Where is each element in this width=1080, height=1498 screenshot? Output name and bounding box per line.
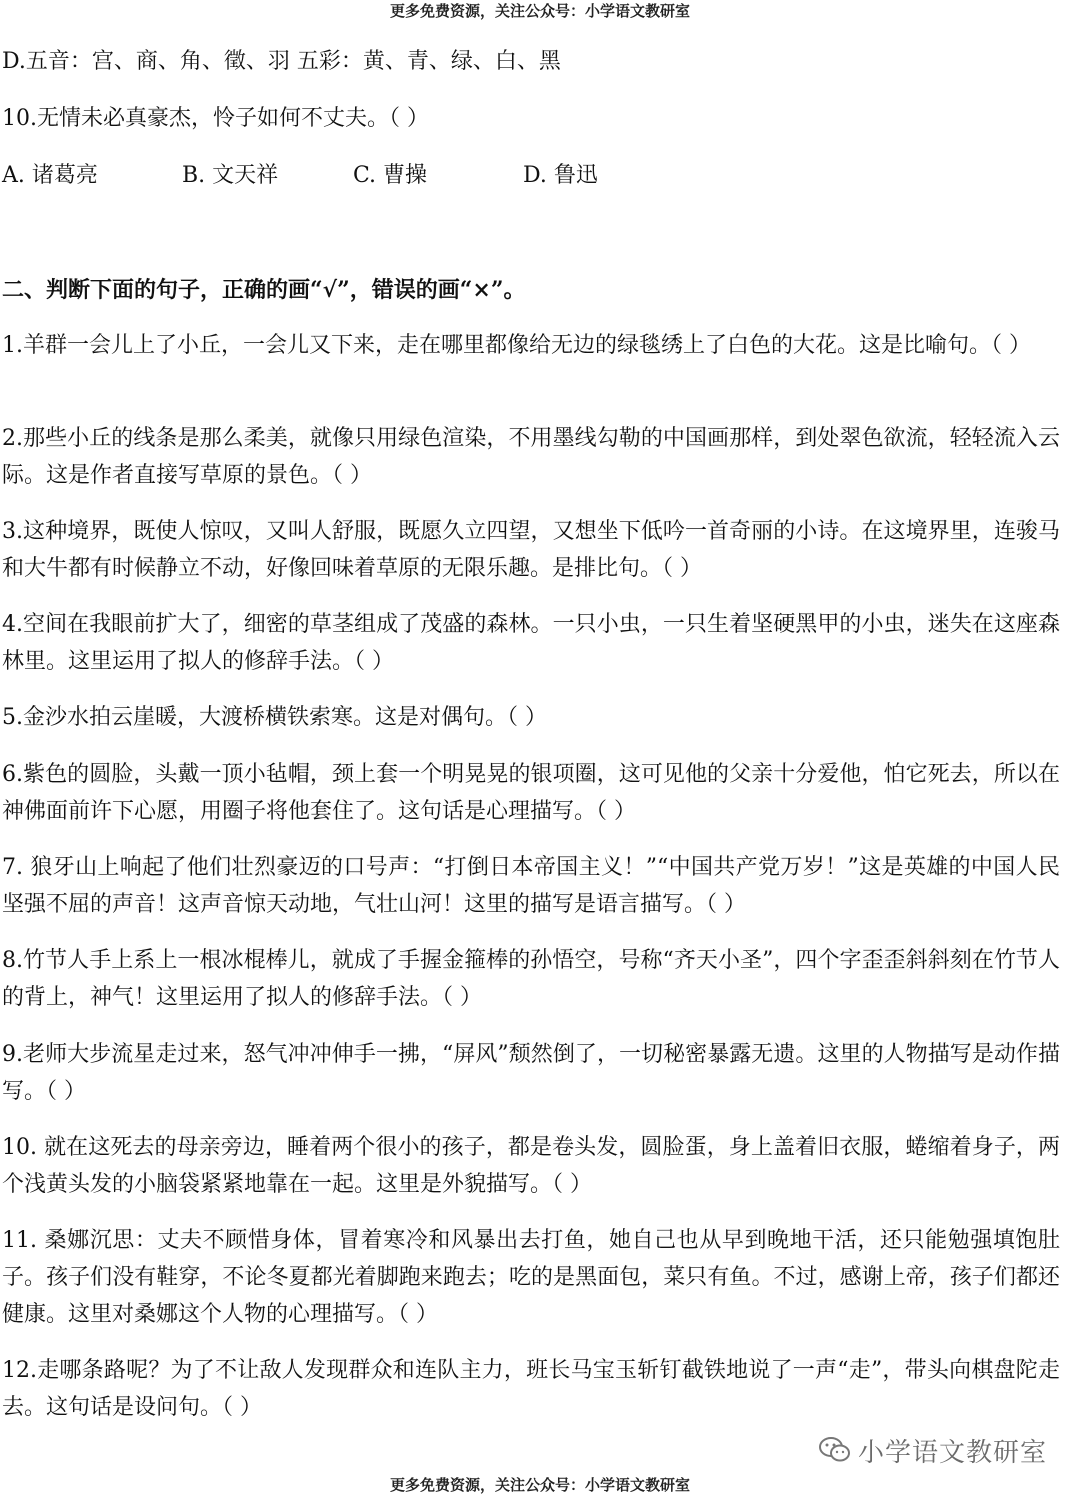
judge-question-7: 7. 狼牙山上响起了他们壮烈豪迈的口号声：“打倒日本帝国主义！”“中国共产党万岁！”这是英雄的中国人民坚强不屈的声音！这声音惊天动地，气壮山河！这里的描写是语言描写。（ ） xyxy=(2,855,1060,917)
question-10-options xyxy=(2,158,598,194)
wechat-icon xyxy=(818,1435,852,1465)
watermark-text: 小学语文教研室 xyxy=(858,1437,1048,1468)
option-c: C. 曹操 xyxy=(353,163,428,188)
page-footer: 更多免费资源，关注公众号：小学语文教研室 xyxy=(389,1476,690,1494)
judge-question-5: 5.金沙水拍云崖暖，大渡桥横铁索寒。这是对偶句。（ ） xyxy=(2,705,547,730)
judge-question-6: 6.紫色的圆脸，头戴一顶小毡帽，颈上套一个明晃晃的银项圈，这可见他的父亲十分爱他，怕它死去，所以在神佛面前许下心愿，用圈子将他套住了。这句话是心理描写。（ ） xyxy=(2,762,1060,824)
judge-question-8: 8.竹节人手上系上一根冰棍棒儿，就成了手握金箍棒的孙悟空，号称“齐天小圣”，四个字歪歪斜斜刻在竹节人的背上，神气！这里运用了拟人的修辞手法。（ ） xyxy=(2,948,1060,1010)
page-header: 更多免费资源，关注公众号：小学语文教研室 xyxy=(389,2,690,20)
judge-question-12: 12.走哪条路呢？为了不让敌人发现群众和连队主力，班长马宝玉斩钉截铁地说了一声“走”，带头向棋盘陀走去。这句话是设问句。（ ） xyxy=(2,1358,1060,1420)
section-2-title: 二、判断下面的句子，正确的画“√”，错误的画“×”。 xyxy=(2,277,526,303)
question-10: 10.无情未必真豪杰，怜子如何不丈夫。（ ） xyxy=(2,106,429,131)
judge-question-3: 3.这种境界，既使人惊叹，又叫人舒服，既愿久立四望，又想坐下低吟一首奇丽的小诗。在这境界里，连骏马和大牛都有时候静立不动，好像回味着草原的无限乐趣。是排比句。（ ） xyxy=(2,519,1060,581)
watermark xyxy=(818,1430,1047,1470)
option-b: B. 文天祥 xyxy=(182,163,279,188)
judge-question-1: 1.羊群一会儿上了小丘，一会儿又下来，走在哪里都像给无边的绿毯绣上了白色的大花。这是比喻句。（ ） xyxy=(2,333,1031,358)
option-d-line: D.五音：宫、商、角、徵、羽 五彩：黄、青、绿、白、黑 xyxy=(2,49,561,74)
judge-question-2: 2.那些小丘的线条是那么柔美，就像只用绿色渲染，不用墨线勾勒的中国画那样，到处翠色欲流，轻轻流入云际。这是作者直接写草原的景色。（ ） xyxy=(2,426,1060,488)
judge-question-10: 10. 就在这死去的母亲旁边，睡着两个很小的孩子，都是卷头发，圆脸蛋，身上盖着旧衣服，蜷缩着身子，两个浅黄头发的小脑袋紧紧地靠在一起。这里是外貌描写。（ ） xyxy=(2,1135,1060,1197)
judge-question-9: 9.老师大步流星走过来，怒气冲冲伸手一拂，“屏风”颓然倒了，一切秘密暴露无遗。这里的人物描写是动作描写。（ ） xyxy=(2,1042,1060,1104)
option-d: D. 鲁迅 xyxy=(523,163,598,188)
option-a: A. 诸葛亮 xyxy=(2,163,98,188)
judge-question-11: 11. 桑娜沉思：丈夫不顾惜身体，冒着寒冷和风暴出去打鱼，她自己也从早到晚地干活，还只能勉强填饱肚子。孩子们没有鞋穿，不论冬夏都光着脚跑来跑去；吃的是黑面包，菜只有鱼。不过，感谢上帝，孩子们都还健康。这里对桑娜这个人物的心理描写。（ ） xyxy=(2,1228,1060,1327)
judge-question-4: 4.空间在我眼前扩大了，细密的草茎组成了茂盛的森林。一只小虫，一只生着坚硬黑甲的小虫，迷失在这座森林里。这里运用了拟人的修辞手法。（ ） xyxy=(2,612,1060,674)
